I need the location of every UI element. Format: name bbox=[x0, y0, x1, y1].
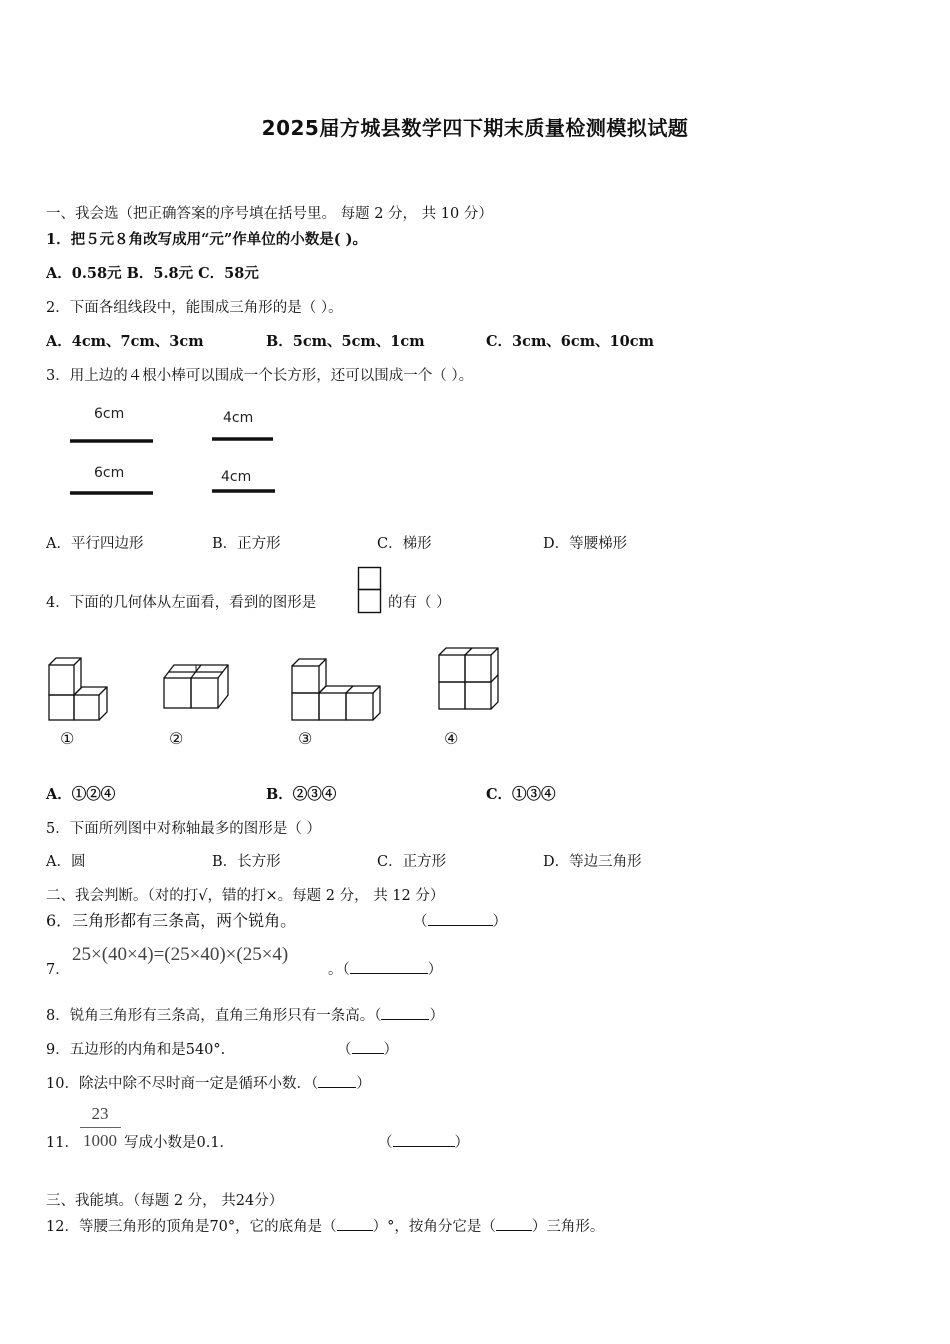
paren-right: ） bbox=[427, 962, 443, 978]
solid-label-3: ③ bbox=[298, 729, 313, 748]
fraction-numerator: 23 bbox=[91, 1104, 109, 1123]
solid-label-1: ① bbox=[60, 729, 75, 748]
section-3-heading: 三、我能填。（每题 2 分， 共24分） bbox=[46, 1193, 284, 1209]
solid-label-4: ④ bbox=[444, 729, 459, 748]
question-4-option-c: C．①③④ bbox=[486, 786, 556, 803]
question-3: 3．用上边的４根小棒可以围成一个长方形，还可以围成一个（ ）。 bbox=[46, 368, 474, 384]
question-4-prefix: 4．下面的几何体从左面看，看到的图形是 bbox=[46, 595, 317, 611]
question-2-option-c: C．3cm、6cm、10cm bbox=[486, 333, 654, 350]
answer-blank[interactable] bbox=[393, 1132, 455, 1147]
stick-label-1: 6cm bbox=[94, 406, 125, 422]
question-1-options: A．0.58元 B．5.8元 C．58元 bbox=[46, 265, 259, 282]
section-1-heading: 一、我会选（把正确答案的序号填在括号里。 每题 2 分， 共 10 分） bbox=[46, 206, 493, 222]
fraction-bar bbox=[80, 1127, 121, 1128]
solid-figure-1 bbox=[46, 655, 116, 725]
question-4-suffix: 的有（ ） bbox=[388, 595, 451, 611]
paren-left: （ bbox=[378, 1135, 393, 1151]
answer-blank[interactable] bbox=[381, 1005, 429, 1020]
question-2-option-b: B．5cm、5cm、1cm bbox=[266, 333, 425, 350]
question-5-option-b: B．长方形 bbox=[212, 854, 281, 870]
question-7-number: 7． bbox=[46, 962, 70, 978]
question-3-option-d: D．等腰梯形 bbox=[543, 536, 628, 552]
question-1: 1．把５元８角改写成用“元”作单位的小数是( )。 bbox=[46, 231, 368, 248]
question-8-text: 8．锐角三角形有三条高，直角三角形只有一条高。（ bbox=[46, 1008, 382, 1024]
stick-label-2: 4cm bbox=[223, 410, 254, 426]
question-5-option-a: A．圆 bbox=[46, 854, 86, 870]
question-3-option-b: B．正方形 bbox=[212, 536, 281, 552]
paren-right: ） bbox=[383, 1042, 398, 1058]
question-10-text: 10．除法中除不尽时商一定是循环小数．（ bbox=[46, 1076, 319, 1092]
stick-label-3: 6cm bbox=[94, 465, 125, 481]
question-6: 6．三角形都有三条高，两个锐角。 bbox=[46, 911, 297, 930]
question-10 bbox=[46, 1072, 371, 1093]
sticks-figure bbox=[60, 398, 290, 508]
paren-right: ） bbox=[429, 1008, 444, 1024]
answer-blank[interactable] bbox=[352, 1039, 384, 1054]
question-3-option-c: C．梯形 bbox=[377, 536, 432, 552]
solid-figure-4 bbox=[436, 645, 506, 715]
question-4-option-a: A．①②④ bbox=[46, 786, 116, 803]
question-11-text: 写成小数是0.1． bbox=[124, 1135, 235, 1151]
question-12 bbox=[46, 1215, 604, 1236]
question-6-answer bbox=[413, 910, 507, 931]
paren-right: ） bbox=[356, 1076, 371, 1092]
question-8 bbox=[46, 1004, 444, 1025]
question-5-option-d: D．等边三角形 bbox=[543, 854, 642, 870]
stick-label-4: 4cm bbox=[221, 469, 252, 485]
question-12-part-3: ）三角形。 bbox=[531, 1219, 605, 1235]
solid-figure-3 bbox=[289, 655, 384, 725]
paren-right: ） bbox=[454, 1135, 469, 1151]
question-4-option-b: B．②③④ bbox=[266, 786, 337, 803]
question-3-option-a: A．平行四边形 bbox=[46, 536, 144, 552]
solid-label-2: ② bbox=[169, 729, 184, 748]
section-2-heading: 二、我会判断。（对的打√，错的打×。每题 2 分， 共 12 分） bbox=[46, 888, 445, 904]
question-12-part-1: 12．等腰三角形的顶角是70°，它的底角是（ bbox=[46, 1219, 337, 1235]
answer-blank[interactable] bbox=[350, 959, 428, 974]
question-2: 2．下面各组线段中，能围成三角形的是（ ）。 bbox=[46, 300, 343, 316]
answer-blank[interactable] bbox=[318, 1073, 356, 1088]
fraction-denominator: 1000 bbox=[83, 1131, 117, 1150]
paren-left: （ bbox=[413, 914, 428, 930]
question-5-option-c: C．正方形 bbox=[377, 854, 447, 870]
question-11-number: 11． bbox=[46, 1135, 79, 1151]
paren-left: （ bbox=[337, 1042, 352, 1058]
solid-figure-2 bbox=[160, 658, 240, 718]
answer-blank[interactable] bbox=[428, 911, 493, 926]
page-title: 2025届方城县数学四下期末质量检测模拟试题 bbox=[261, 116, 689, 140]
question-5: 5．下面所列图中对称轴最多的图形是（ ） bbox=[46, 821, 321, 837]
question-11-answer bbox=[378, 1131, 469, 1152]
question-9: 9．五边形的内角和是540°. bbox=[46, 1042, 226, 1058]
solid-labels bbox=[58, 728, 478, 750]
question-2-option-a: A．4cm、7cm、3cm bbox=[46, 333, 204, 350]
question-7-answer bbox=[328, 958, 442, 979]
answer-blank[interactable] bbox=[496, 1216, 532, 1231]
answer-blank[interactable] bbox=[337, 1216, 373, 1231]
paren-right: ） bbox=[492, 914, 507, 930]
left-view-shape bbox=[357, 566, 383, 616]
question-9-answer bbox=[337, 1038, 398, 1059]
question-7-suffix: 。（ bbox=[328, 962, 350, 978]
question-12-part-2: ）°，按角分它是（ bbox=[372, 1219, 496, 1235]
question-7-formula: 25×(40×4)=(25×40)×(25×4) bbox=[72, 944, 289, 965]
